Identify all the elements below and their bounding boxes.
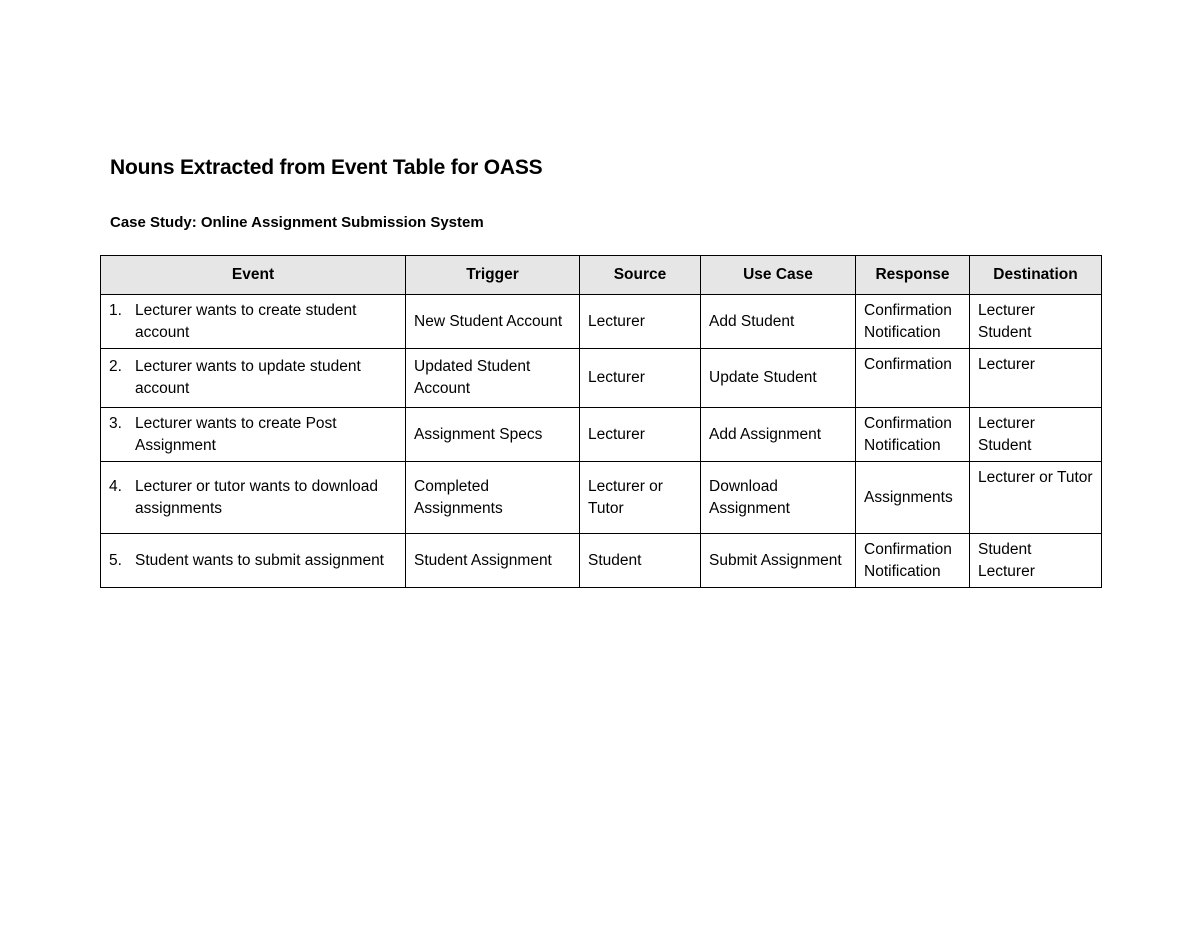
destination-line: Student xyxy=(978,436,1032,454)
event-text: Lecturer wants to create student account xyxy=(135,301,357,341)
event-cell xyxy=(101,408,406,462)
event-text: Lecturer wants to create Post Assignment xyxy=(135,414,337,454)
source-cell: Student xyxy=(580,534,701,588)
response-line: Confirmation xyxy=(864,356,952,373)
trigger-cell: New Student Account xyxy=(406,295,580,349)
event-cell xyxy=(101,349,406,408)
destination-cell xyxy=(970,534,1102,588)
event-number: 1. xyxy=(109,301,122,319)
destination-line: Student xyxy=(978,540,1032,558)
table-header-row xyxy=(101,256,1102,295)
response-cell xyxy=(856,462,970,534)
document-subtitle: Case Study: Online Assignment Submission System xyxy=(110,214,484,231)
response-line: Notification xyxy=(864,436,941,454)
event-number: 4. xyxy=(109,477,122,495)
destination-cell xyxy=(970,349,1102,408)
event-cell xyxy=(101,295,406,349)
response-line: Notification xyxy=(864,562,941,580)
response-cell xyxy=(856,349,970,408)
source-cell: Lecturer xyxy=(580,349,701,408)
destination-line: Lecturer xyxy=(978,356,1035,373)
source-cell: Lecturer or Tutor xyxy=(580,462,701,534)
destination-line: Lecturer or Tutor xyxy=(978,469,1093,486)
destination-cell xyxy=(970,295,1102,349)
header-response: Response xyxy=(856,256,970,295)
use-case-cell: Add Assignment xyxy=(701,408,856,462)
header-use-case: Use Case xyxy=(701,256,856,295)
event-number: 5. xyxy=(109,551,122,569)
destination-line: Lecturer xyxy=(978,562,1035,580)
document-title: Nouns Extracted from Event Table for OASS xyxy=(110,156,543,179)
destination-cell xyxy=(970,462,1102,534)
destination-line: Lecturer xyxy=(978,301,1035,319)
source-cell: Lecturer xyxy=(580,295,701,349)
trigger-cell: Student Assignment xyxy=(406,534,580,588)
event-number: 2. xyxy=(109,358,122,375)
event-table xyxy=(100,255,1102,588)
header-event: Event xyxy=(101,256,406,295)
header-source: Source xyxy=(580,256,701,295)
table-row xyxy=(101,462,1102,534)
use-case-cell: Submit Assignment xyxy=(701,534,856,588)
response-line: Confirmation xyxy=(864,540,952,558)
response-line: Assignments xyxy=(864,488,953,506)
event-cell xyxy=(101,534,406,588)
use-case-cell: Download Assignment xyxy=(701,462,856,534)
header-trigger: Trigger xyxy=(406,256,580,295)
event-number: 3. xyxy=(109,414,122,432)
response-line: Confirmation xyxy=(864,301,952,319)
destination-cell xyxy=(970,408,1102,462)
trigger-cell: Updated Student Account xyxy=(406,349,580,408)
trigger-cell: Assignment Specs xyxy=(406,408,580,462)
table-row xyxy=(101,349,1102,408)
response-cell xyxy=(856,295,970,349)
table-row xyxy=(101,534,1102,588)
source-cell: Lecturer xyxy=(580,408,701,462)
event-text: Student wants to submit assignment xyxy=(135,551,384,569)
destination-line: Student xyxy=(978,323,1032,341)
use-case-cell: Update Student xyxy=(701,349,856,408)
event-text: Lecturer wants to update student account xyxy=(135,358,361,397)
event-text: Lecturer or tutor wants to download assignments xyxy=(135,477,378,517)
header-destination: Destination xyxy=(970,256,1102,295)
destination-line: Lecturer xyxy=(978,414,1035,432)
response-line: Notification xyxy=(864,323,941,341)
table-row xyxy=(101,408,1102,462)
event-cell xyxy=(101,462,406,534)
trigger-cell: Completed Assignments xyxy=(406,462,580,534)
response-line: Confirmation xyxy=(864,414,952,432)
use-case-cell: Add Student xyxy=(701,295,856,349)
table-row xyxy=(101,295,1102,349)
response-cell xyxy=(856,408,970,462)
response-cell xyxy=(856,534,970,588)
